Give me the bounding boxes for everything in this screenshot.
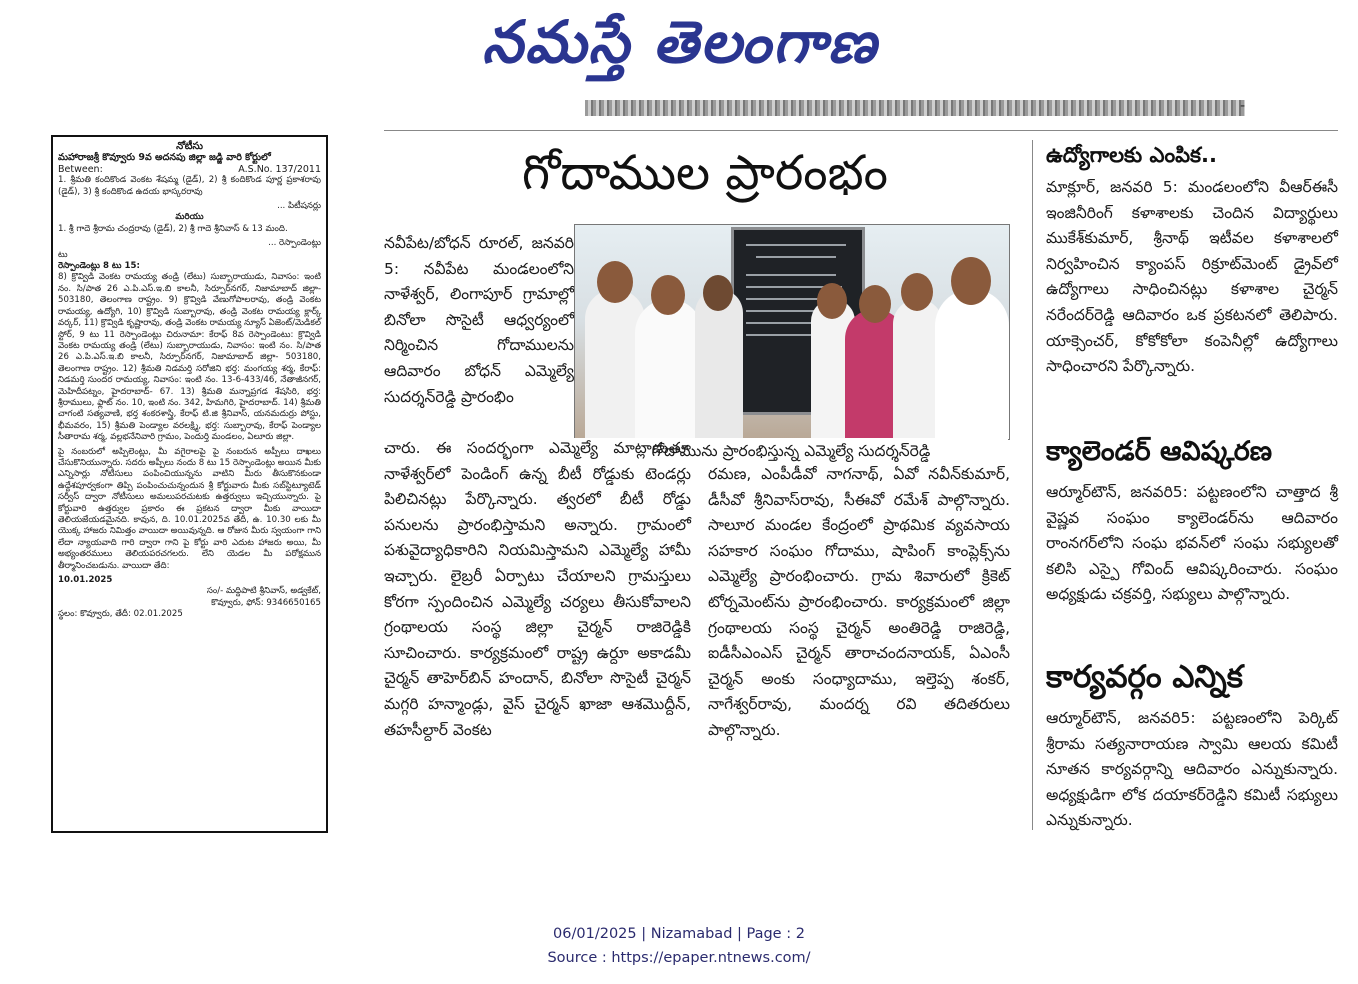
brief1-body: మాక్లూర్, జనవరి 5: మండలంలోని వీఆర్‌ఈసీ ఇంజినీరింగ్ కళాశాలకు చెందిన విద్యార్థులు ముకేశ్‌కుమార్, శ్రీనాథ్ ఇటీవల కళాశాలలో నిర్వహించిన క్యాంపస్ రిక్రూట్‌మెంట్ డ్రైవ్‌లో ఉద్యోగాలు సాధించినట్లు కళాశాల చైర్మన్ నరేందర్‌రెడ్డి ఆదివారం ఒక ప్రకటనలో తెలిపారు. యాక్సెంచర్, కోకోకోలా కంపెనీల్లో ఉద్యోగాలు సాధించారని పేర్కొన్నారు. bbox=[1046, 178, 1338, 376]
person-3 bbox=[695, 289, 743, 439]
article-col2: రమణ, ఎంపీడీవో నాగనాథ్, ఏవో నవీన్‌కుమార్, డీసీవో శ్రీనివాస్‌రావు, సీఈవో రమేశ్ పాల్గొన్నారు. సాలూర మండల కేంద్రంలో ప్రాథమిక వ్యవసాయ సహకార సంఘం గోదాము, షాపింగ్ కాంప్లెక్స్‌ను ఎమ్మెల్యే ప్రారంభించారు. గ్రామ శివారులో క్రికెట్ టోర్నమెంట్‌ను ప్రారంభించారు. కార్యక్రమంలో జిల్లా గ్రంథాలయ సంస్థ చైర్మన్ అంతిరెడ్డి రాజిరెడ్డి, ఐడీసీఎంఎస్ చైర్మన్ తారాచందనాయక్, ఏఎంసీ చైర్మన్ అంకు సంధ్యాదాము, ఇల్తెప్ప శంకర్, నాగేశ్వర్‌రావు, మందర్న రవి తదితరులు పాల్గొన్నారు. bbox=[708, 465, 1010, 739]
footer-source: Source : https://epaper.ntnews.com/ bbox=[547, 950, 811, 966]
article-col1-bottom: చారు. ఈ సందర్భంగా ఎమ్మెల్యే మాట్లాడుతూ నాళేశ్వర్‌లో పెండింగ్ ఉన్న బీటీ రోడ్డుకు టెండర్లు పిలిచినట్లు పేర్కొన్నారు. త్వరలో బీటీ రోడ్డు పనులను ప్రారంభిస్తామని అన్నారు. గ్రామంలో పశువైద్యాధికారిని నియమిస్తామని ఎమ్మెల్యే హామీ ఇచ్చారు. లైబ్రరీ ఏర్పాటు చేయాలని గ్రామస్తులు కోరగా స్పందించిన ఎమ్మెల్యే చర్యలు తీసుకోవాలని గ్రంథాలయ సంస్థ జిల్లా చైర్మన్ రాజిరెడ్డికి సూచించారు. కార్యక్రమంలో రాష్ట్ర ఉర్దూ అకాడమీ చైర్మన్ తాహెర్‌బిన్ హందాన్, బినోలా సొసైటీ చైర్మన్ మగ్గరి హన్మాండ్లు, వైస్ చైర్మన్ ఖాజా ఆశమొద్దీన్, తహసీల్దార్ వెంకట bbox=[384, 439, 691, 739]
article-col1-top: నవీపేట/బోధన్ రూరల్, జనవరి 5: నవీపేట మండలంలోని నాళేశ్వర్, లింగాపూర్ గ్రామాల్లో బినోలా సొసైటీ ఆధ్వర్యంలో నిర్మించిన గోదాములను ఆదివారం బోధన్ ఎమ్మెల్యే సుదర్శన్‌రెడ్డి ప్రారంభిం bbox=[384, 234, 574, 406]
page-footer bbox=[400, 922, 958, 970]
person-7 bbox=[935, 289, 1009, 439]
person-5-head bbox=[859, 285, 891, 323]
notice-para2: పై నంబరులో అప్పిలెంట్లు, మీ వగైరాలపై పై నంబరున అప్పీలు దాఖలు చేసుకొనియున్నారు. సదరు అప్పీలు నందు 8 టు 15 రెస్పాండెంట్లు అయిన మీకు ఎన్నిసార్లు నోటీసులు పంపించియున్నను వాటిని మీరు తీసుకొనకుండా ఉద్దేశపూర్వకంగా తిప్పి పంపించుచున్నందున శ్రీ కోర్టువారు మీకు సబ్‌స్టిట్యూటెడ్ సర్వీస్ ద్వారా నోటీసులు అమలుపరచుటకు ఉత్తర్వులు ఇచ్చియున్నారు. పై కోర్టువారి ఉత్తర్వుల ప్రకారం ఈ ప్రకటన ద్వారా మీకు వాయిదా తెలియజేయడమైనది. కావున, ది. 10.01.2025వ తేదీ, ఉ. 10.30 లకు మీ యొక్క హాజరు నిమిత్తం వాయిదా అయివున్నది. ఆ రోజున మీరు స్వయంగా గాని లేదా న్యాయవాది గారి ద్వారా గాని పై కోర్టు వారి ఎదుట హాజరు అయి, మీ అభ్యంతరములు తెలియపరచగలరు. లేని యెడల మీ పరోక్షమున తీర్మానించబడును. వాయిదా తేది: bbox=[58, 446, 321, 571]
top-rule bbox=[384, 130, 1338, 131]
masthead-logo: నమస్తే తెలంగాణ bbox=[482, 8, 878, 76]
notice-petitioners-tag: ... పిటీషనర్లు bbox=[277, 201, 321, 212]
strip-mark: - bbox=[1240, 98, 1246, 114]
notice-to: టు bbox=[58, 249, 68, 260]
person-7-head bbox=[951, 257, 991, 305]
notice-and: మరియు bbox=[175, 212, 204, 223]
notice-between-row bbox=[58, 164, 321, 175]
notice-date: 10.01.2025 bbox=[58, 575, 113, 586]
person-2 bbox=[635, 299, 703, 439]
notice-case-no: A.S.No. 137/2011 bbox=[238, 163, 321, 175]
brief2-body: ఆర్మూర్‌టౌన్, జనవరి5: పట్టణంలోని చాత్తాద శ్రీ వైష్ణవ సంఘం క్యాలెండర్‌ను ఆదివారం రాంనగర్‌లోని సంఘ భవన్‌లో సంఘ సభ్యులతో కలిసి ఎస్పై గోవింద్ ఆవిష్కరించారు. సంఘం అధ్యక్షుడు చక్రవర్తి, సభ్యులు పాల్గొన్నారు. bbox=[1046, 483, 1338, 604]
person-1-head bbox=[597, 261, 633, 303]
brief1-headline: ఉద్యోగాలకు ఎంపిక.. bbox=[1046, 143, 1217, 167]
person-6-head bbox=[901, 273, 933, 311]
notice-resp-heading: రెస్పాండెంట్లు 8 టు 15: bbox=[58, 261, 140, 272]
article-photo bbox=[574, 224, 1010, 440]
notice-respondents: 1. శ్రీ గాదె శ్రీరామ చంద్రరావు (డైడ్), 2) శ్రీ గాదె శ్రీనివాస్ & 13 మంది. bbox=[58, 223, 288, 234]
photo-caption: గోదామును ప్రారంభిస్తున్న ఎమ్మెల్యే సుదర్శన్‌రెడ్డి bbox=[574, 438, 1008, 464]
notice-sig-place: కొవ్వూరు, ఫోన్: 9346650165 bbox=[211, 597, 321, 608]
notice-signature: సం/- మద్దిపాటి శ్రీనివాస్, అడ్వకేట్, bbox=[206, 586, 321, 597]
notice-place-date: స్థలం: కొవ్వూరు, తేదీ: 02.01.2025 bbox=[58, 609, 183, 620]
legal-notice-box bbox=[51, 135, 328, 833]
person-2-head bbox=[651, 275, 685, 315]
main-headline: గోదాముల ప్రారంభం bbox=[522, 145, 888, 201]
person-4-head bbox=[817, 283, 847, 319]
brief3-headline: కార్యవర్గం ఎన్నిక bbox=[1046, 659, 1243, 695]
notice-petitioners: 1. శ్రీమతి కందికొండ వెంకట శేషమ్మ (డైడ్), 2) శ్రీ కందికొండ పూర్ణ ప్రకాశరావు (డైడ్), 3) శ్రీ కందికొండ ఉదయ భాస్కరరావు bbox=[58, 175, 321, 197]
footer-edition: 06/01/2025 | Nizamabad | Page : 2 bbox=[553, 926, 805, 942]
top-photo-strip bbox=[585, 100, 1245, 116]
notice-respondents-tag: ... రెస్పాండెంట్లు bbox=[268, 238, 321, 249]
brief2-headline: క్యాలెండర్ ఆవిష్కరణ bbox=[1046, 436, 1273, 467]
brief3-body: ఆర్మూర్‌టౌన్, జనవరి5: పట్టణంలోని పెర్కిట్ శ్రీరామ సత్యనారాయణ స్వామి ఆలయ కమిటీ నూతన కార్యవర్గాన్ని ఆదివారం ఎన్నుకున్నారు. అధ్యక్షుడిగా లోక దయాకర్‌రెడ్డిని కమిటీ సభ్యులు ఎన్నుకున్నారు. bbox=[1046, 709, 1338, 830]
notice-court: మహారాజశ్రీ కొవ్వూరు 9వ అదనపు జిల్లా జడ్జి వారి కోర్టులో bbox=[58, 152, 271, 164]
person-3-head bbox=[703, 275, 733, 311]
column-separator bbox=[1032, 140, 1033, 830]
notice-between: Between: bbox=[58, 163, 103, 175]
notice-para1: 8) క్రొవ్విడి వెంకట రామయ్య తండ్రి (లేటు) సుబ్బారాయుడు, నివాసం: ఇంటి నం. సి/పాత 26 ఎ.పి.ఎస్.ఇ.బి కాలనీ, సిర్పూర్‌నగర్, నిజామాబాద్ జిల్లా- 503180, తెలంగాణ రాష్ట్రం. 9) క్రొవ్విడి వేణుగోపాలరావు, తండ్రి వెంకట రామయ్య, ఉద్యోగి, 10) క్రొవ్విడి సుబ్బారావు, తండ్రి వెంకట రామయ్య క్లార్క్ వర్కర్, 11) క్రొవ్విడి కృష్ణారావు, తండ్రి వెంకట రామయ్య న్యూస్ ఏజెంట్/మెడికల్ స్టోర్, 9 టు 11 రెస్పాండెంట్లు చిరునామా: కేరాఫ్ 8వ రెస్పాండెంటు: క్రొవ్విడి వెంకట రామయ్య తండ్రి (లేటు) సుబ్బారాయుడు, నివాసం: ఇంటి నం. సి/పాత 26 ఎ.పి.ఎస్.ఇ.బి కాలనీ, సిర్పూర్‌నగర్, నిజామాబాద్ జిల్లా- 503180, తెలంగాణ రాష్ట్రం. 12) శ్రీమతి నిడమర్తి సరోజిని భర్త: మంగయ్య శర్మ, కేరాఫ్: నిడమర్తి సుందర రామయ్య, నివాసం: ఇంటి నం. 13-6-433/46, నేతాజీనగర్, మెహిదీపట్నం, హైదరాబాద్- 67. 13) శ్రీమతి మన్నాప్రగడ శేషసిరి, భర్త: శ్రీరాములు, ఫ్లాట్ నం. 10, ఇంటి నం. 342, హిమగిరి, హైదరాబాద్. 14) శ్రీమతి చాగంటి సత్యవాణి, భర్త శంకరశాస్త్రి, కేరాఫ్ టి.జి శ్రీనివాస్, యనమదుర్రు పోస్టు, భీమవరం, 15) శ్రీమతి పెండ్యాల వరలక్ష్మి, భర్త: సుబ్బారావు, కేరాఫ్ పెండ్యాల సీతారామ శర్మ, వల్లభనేనివారి గ్రామం, పెందుర్తి మండలం, ఏలూరు జిల్లా. bbox=[58, 272, 321, 443]
notice-title: నోటీసు bbox=[176, 141, 203, 152]
